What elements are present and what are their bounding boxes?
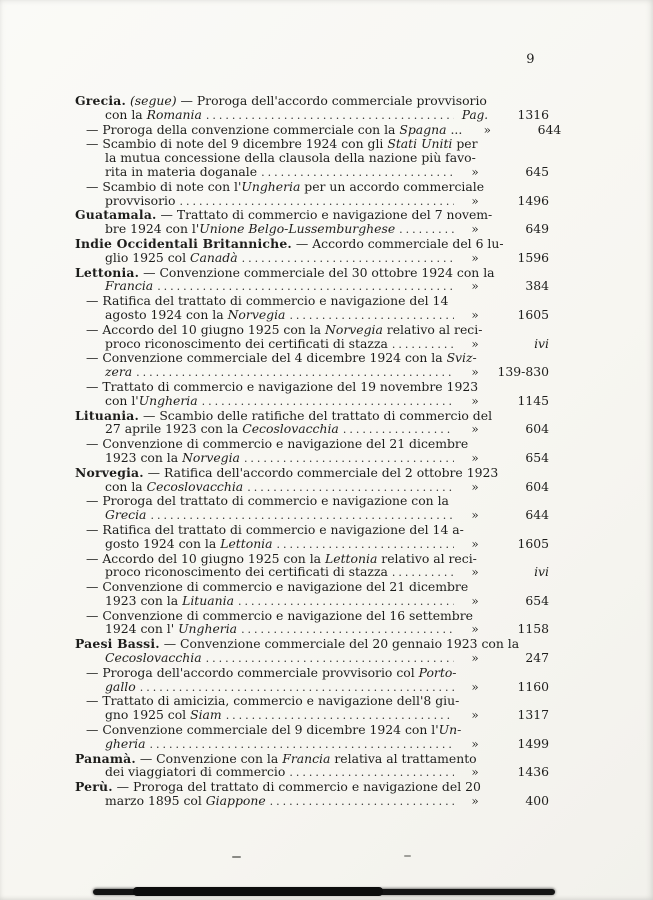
toc-line [75, 279, 549, 294]
dot-leader [150, 738, 454, 752]
toc-line-text: la mutua concessione della clausola della nazione più favo- [105, 150, 476, 166]
toc-entry [75, 294, 549, 323]
toc-line-text: provvisorio [105, 192, 176, 208]
toc-entry [75, 666, 549, 695]
toc-entry [75, 609, 549, 638]
toc-line [75, 508, 549, 523]
toc-line [75, 409, 549, 423]
toc-line [75, 266, 549, 280]
toc-line-text: — Trattato di commercio e navigazione del 19 novembre 1923 [86, 378, 479, 394]
toc-line-text: — Convenzione di commercio e navigazione del 16 settembre [86, 607, 473, 623]
toc-line-text: Grecia [105, 507, 147, 523]
toc-line-text: gheria [105, 735, 146, 751]
toc-line [75, 594, 549, 609]
toc-line [75, 637, 549, 651]
toc-line-text: Indie Occidentali Britanniche. — Accordo commerciale del 6 lu- [75, 235, 504, 251]
toc-line [75, 294, 549, 308]
toc-entry [75, 266, 549, 295]
toc-line [75, 394, 549, 409]
page-reference: 644 [525, 507, 549, 523]
toc-entry [75, 351, 549, 380]
toc-line [75, 208, 549, 222]
ditto-mark: » [471, 164, 479, 179]
toc-line-text: Lettonia. — Convenzione commerciale del 30 ottobre 1924 con la [75, 264, 495, 280]
ditto-mark: » [471, 365, 479, 380]
toc-line-text: Lituania. — Scambio delle ratifiche del trattato di commercio del [75, 407, 493, 423]
toc-line-text: — Scambio di note del 9 dicembre 1924 con gli Stati Uniti per [86, 136, 478, 152]
toc-line-text: marzo 1895 col Giappone [105, 793, 266, 809]
page-reference: 1158 [517, 621, 549, 637]
toc-line-text: — Convenzione commerciale del 4 dicembre 1924 con la Sviz- [86, 350, 477, 366]
ditto-mark: » [471, 307, 479, 322]
toc-line-text: gno 1925 col Siam [105, 707, 222, 723]
toc-line [75, 752, 549, 766]
ditto-mark: » [471, 222, 479, 237]
dot-leader [226, 709, 454, 723]
ditto-mark: » [471, 536, 479, 551]
page-number: 9 [526, 52, 535, 67]
toc-entry [75, 780, 549, 809]
toc-line [75, 723, 549, 737]
page-reference: 1317 [517, 707, 549, 723]
dot-leader [399, 223, 454, 237]
toc-entry [75, 723, 549, 752]
toc-line [75, 121, 562, 138]
dot-leader [206, 652, 454, 666]
toc-line [75, 380, 549, 394]
toc-line-text: Guatamala. — Trattato di commercio e navigazione del 7 novem- [75, 207, 493, 223]
toc-entry [75, 494, 549, 523]
ditto-mark: » [471, 765, 479, 780]
dot-leader [179, 195, 454, 209]
toc-line [75, 737, 549, 752]
dot-leader [392, 566, 454, 580]
toc-entry [75, 380, 549, 409]
ditto-mark: » [471, 679, 479, 694]
toc-line-text: — Proroga del trattato di commercio e navigazione con la [86, 493, 449, 509]
toc-line [75, 537, 549, 552]
toc-entry [75, 137, 549, 179]
page-reference: 1605 [517, 535, 549, 551]
toc-entry [75, 323, 549, 352]
toc-line [75, 194, 549, 209]
toc-line [75, 794, 549, 809]
toc-line [75, 222, 549, 237]
dot-leader [261, 166, 454, 180]
page-reference: 644 [537, 121, 562, 137]
toc-line [75, 694, 549, 708]
toc-line-text: bre 1924 con l'Unione Belgo-Lussemburghese [105, 221, 396, 237]
toc-line-text: zera [105, 364, 133, 380]
toc-line-text: — Convenzione di commercio e navigazione del 21 dicembre [86, 436, 469, 452]
toc-line [75, 480, 549, 495]
toc-entry [75, 180, 549, 209]
toc-line [75, 622, 549, 637]
dot-leader [136, 366, 454, 380]
page-reference: 247 [525, 650, 549, 666]
dot-leader [242, 252, 454, 266]
dot-leader [289, 309, 454, 323]
ditto-mark: » [471, 708, 479, 723]
toc-line [75, 422, 549, 437]
toc-entry [75, 523, 549, 552]
page-reference: 604 [525, 421, 549, 437]
page-reference: 1316 [517, 106, 549, 122]
toc-entry [75, 121, 562, 138]
toc-line [75, 523, 549, 537]
toc-line [75, 666, 549, 680]
toc-line [75, 365, 549, 380]
page-reference: ivi [534, 335, 549, 351]
page-reference: 400 [525, 793, 549, 809]
toc-line [75, 580, 549, 594]
toc-line-text: agosto 1924 con la Norvegia [105, 306, 286, 322]
dot-leader [241, 623, 454, 637]
page-reference: 1605 [517, 306, 549, 322]
ditto-mark: » [471, 736, 479, 751]
dot-leader [289, 766, 454, 780]
toc-line-text: — Accordo del 10 giugno 1925 con la Norvegia relativo al reci- [86, 321, 483, 337]
toc-entry [75, 208, 549, 237]
dot-leader [150, 509, 454, 523]
page-reference: 604 [525, 478, 549, 494]
toc-line-text: con la Cecoslovacchia [105, 478, 244, 494]
ditto-mark: » [471, 279, 479, 294]
toc-entry [75, 466, 549, 495]
page-reference: 1436 [517, 764, 549, 780]
toc-line-text: — Ratifica del trattato di commercio e navigazione del 14 a- [86, 521, 464, 537]
toc-line-text: con l'Ungheria [105, 392, 198, 408]
toc-line [75, 308, 549, 323]
page-reference: 649 [525, 221, 549, 237]
scan-speck [232, 856, 241, 858]
dot-leader [244, 452, 454, 466]
toc-entry [75, 552, 549, 581]
toc-line-text: — Scambio di note con l'Ungheria per un accordo commerciale [86, 178, 485, 194]
dot-leader [206, 109, 454, 123]
toc-line-text: 1923 con la Lituania [105, 592, 234, 608]
toc-line-text: — Accordo del 10 giugno 1925 con la Lettonia relativo al reci- [86, 550, 477, 566]
toc-line [75, 765, 549, 780]
toc-line-text: Paesi Bassi. — Convenzione commerciale del 20 gennaio 1923 con la [75, 636, 520, 652]
toc-entry [75, 694, 549, 723]
toc-entry [75, 580, 549, 609]
toc-line [75, 466, 549, 480]
toc-line [75, 780, 549, 794]
toc-line-text: 27 aprile 1923 con la Cecoslovacchia [105, 421, 339, 437]
toc-entry [75, 752, 549, 781]
toc-line-text: — Trattato di amicizia, commercio e navigazione dell'8 giu- [86, 693, 460, 709]
dot-leader [270, 795, 454, 809]
toc-entry [75, 437, 549, 466]
ditto-mark: » [471, 479, 479, 494]
toc-line-text: Cecoslovacchia [105, 650, 202, 666]
toc-line [75, 494, 549, 508]
toc-line-text: Perù. — Proroga del trattato di commercio e navigazione del 20 [75, 779, 481, 795]
toc-line [75, 337, 549, 352]
toc-line [75, 137, 549, 151]
ditto-mark: » [471, 422, 479, 437]
toc-line-text: con la Romania [105, 106, 202, 122]
ditto-mark: » [471, 250, 479, 265]
toc-line-text: dei viaggiatori di commercio [105, 764, 286, 780]
page-reference: 139-830 [497, 364, 549, 380]
toc-line [75, 237, 549, 251]
toc-line-text: — Convenzione commerciale del 9 dicembre 1924 con l'Un- [86, 722, 462, 738]
page-reference: 1496 [517, 192, 549, 208]
toc-line-text: proco riconoscimento dei certificati di stazza [105, 564, 388, 580]
ditto-mark: » [483, 122, 491, 137]
ditto-mark: » [471, 193, 479, 208]
page-reference: 654 [525, 592, 549, 608]
dot-leader [247, 481, 454, 495]
toc-line [75, 108, 549, 123]
toc-line [75, 323, 549, 337]
toc-line [75, 552, 549, 566]
page-reference: 654 [525, 449, 549, 465]
toc-line-text: gosto 1924 con la Lettonia [105, 535, 273, 551]
dot-leader [202, 395, 454, 409]
ditto-mark: » [471, 622, 479, 637]
page-reference: 1160 [517, 678, 549, 694]
toc-line [75, 451, 549, 466]
toc-line-text: rita in materia doganale [105, 163, 258, 179]
toc-line-text: Grecia. (segue) — Proroga dell'accordo commerciale provvisorio [75, 93, 487, 108]
ditto-mark: » [471, 450, 479, 465]
page-reference: 1145 [517, 392, 549, 408]
ditto-mark: » [471, 565, 479, 580]
toc-line-text: Norvegia. — Ratifica dell'accordo commerciale del 2 ottobre 1923 [75, 464, 499, 480]
ditto-mark: » [471, 508, 479, 523]
dot-leader [343, 423, 454, 437]
dot-leader [140, 681, 454, 695]
toc-line-text: — Proroga della convenzione commerciale con la Spagna ... [86, 121, 463, 137]
dot-leader [392, 338, 454, 352]
toc-line-text: — Convenzione di commercio e navigazione del 21 dicembre [86, 579, 469, 595]
toc-line-text: Panamà. — Convenzione con la Francia relativa al trattamento [75, 750, 477, 766]
toc-entry [75, 637, 549, 666]
ditto-mark: » [471, 336, 479, 351]
toc-line [75, 165, 549, 180]
ditto-mark: » [471, 593, 479, 608]
toc-line [75, 565, 549, 580]
toc-line [75, 609, 549, 623]
dot-leader [157, 280, 454, 294]
toc-entry [75, 409, 549, 438]
toc-entry [75, 94, 549, 123]
toc-line-text: 1924 con l' Ungheria [105, 621, 238, 637]
ditto-mark: » [471, 651, 479, 666]
page-reference: 384 [525, 278, 549, 294]
toc-entry [75, 237, 549, 266]
page-reference: 645 [525, 163, 549, 179]
toc-line [75, 151, 549, 165]
toc-line-text: — Proroga dell'accordo commerciale provvisorio col Porto- [86, 664, 457, 680]
page-column-header: Pag. [461, 107, 489, 122]
page-reference: ivi [534, 564, 549, 580]
toc-line [75, 351, 549, 365]
dot-leader [277, 538, 454, 552]
page-reference: 1596 [517, 249, 549, 265]
scan-artifact-bar [93, 889, 555, 895]
toc-line-text: glio 1925 col Canadà [105, 249, 238, 265]
toc-line-text: Francia [105, 278, 154, 294]
ditto-mark: » [471, 393, 479, 408]
toc-line [75, 680, 549, 695]
toc-line [75, 437, 549, 451]
toc-line-text: — Ratifica del trattato di commercio e navigazione del 14 [86, 293, 449, 309]
ditto-mark: » [471, 794, 479, 809]
toc-line [75, 251, 549, 266]
dot-leader [238, 595, 454, 609]
scan-speck [404, 855, 411, 857]
toc-line-text: proco riconoscimento dei certificati di stazza [105, 335, 388, 351]
toc-line [75, 180, 549, 194]
page-reference: 1499 [517, 735, 549, 751]
toc-line [75, 708, 549, 723]
toc-line [75, 651, 549, 666]
toc-line-text: gallo [105, 678, 136, 694]
toc-entries [75, 93, 562, 809]
toc-line-text: 1923 con la Norvegia [105, 449, 240, 465]
toc-line [75, 94, 549, 108]
